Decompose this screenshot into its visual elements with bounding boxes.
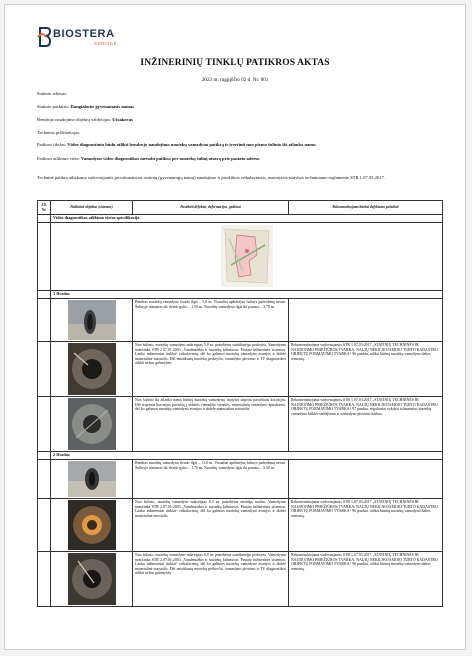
- row-defects: Nuo šulinio, nuotekų vamzdyno nukreiptas 6,0 m. pastebėtas sutrūkinėjęs perkrytis. Vamzdynas neatitinka STR 2.07.01:2003 „Vandentiekis ir nuotekų šalintuvas. Pastato inžinerinės sistemos. Lauko inžineriniai tinklai“ reikalavimų, dėl ko galimos nuotekų vamzdyno avarijos ir didelė materialinė nuostolis. Dėl nutrūkusių nuotekų perkryčio, vamzdyno plovimo ir TV diagnostikos atlikti nebus galimybės.: [133, 552, 289, 607]
- col-header-objects: Patikrinti objektai (sistemos): [51, 201, 133, 215]
- inspection-photo-4: [68, 461, 116, 497]
- section-1-title: 1 Ilvadas: [51, 291, 443, 299]
- inspection-photo-3: [68, 398, 116, 450]
- logo-subtitle: SERVICE: [94, 41, 118, 46]
- goal-label: Patikros tikslas:: [37, 142, 67, 147]
- manager-value: Užsakovas: [112, 117, 133, 122]
- row-defects: Bendras nuotekų vamzdyno ilvado ilgis – 5,0 m. Vizualiai apžiūrėjus šulinys pažeidimų neturi. Šulinyje atstumas iki ilvado gylio – 1,50 m. Nuotekų vamzdyno ilgis iki pastato – 3,70 m.: [133, 299, 289, 342]
- row-recommendation: [289, 460, 443, 499]
- inspection-photo-5: [68, 500, 116, 550]
- row-recommendation: Rekomenduojama vadovaujantis STR 1.07.03:2017 „STATINIŲ TECHNINĖS IR NAUDOJIMO PRIEŽIŪROS TVARKA. NAUJŲ NEKILNOJAMOJO TURTO KADASTRO OBJEKTŲ FORMAVIMO TVARKA“ 96 punktu, atlikti būtinų nuotekų vamzdyno dalies remontą.: [289, 552, 443, 607]
- goal-value: Video diagnostiniu būdu atlikti bendrojo naudojimo nuotekų vamzdyno patikrą ir įvertinti nuo pirmo šulinio iki atlanko namo.: [67, 142, 317, 147]
- meta-address: [37, 91, 437, 97]
- method-label: Patikros atlikimo vieta:: [37, 156, 80, 161]
- table-row: [38, 299, 443, 342]
- purpose-label: Statinio paskirtis:: [37, 104, 70, 109]
- col-header-recommendations: Rekomenduojami darbai defektams pašalinti: [289, 201, 443, 215]
- meta-method: [37, 156, 437, 162]
- document-page: [4, 4, 466, 650]
- site-plan-row: [38, 223, 443, 291]
- row-defects: Bendras nuotekų vamzdyno ilvado ilgis – 13,0 m. Vizualiai apžiūrėjus šulinys pažeidimų neturi. Šulinyje atstumas iki ilvado gylio – 1,70 m. Nuotekų vamzdyno ilgis iki pastato – 5,50 m.: [133, 460, 289, 499]
- meta-representative: [37, 130, 437, 136]
- address-label: Statinio adresas:: [37, 91, 68, 96]
- biostera-logo-icon: [37, 27, 51, 47]
- row-recommendation: Rekomenduojama vadovaujantis STR 1.07.03:2017 „STATINIŲ TECHNINĖS IR NAUDOJIMO PRIEŽIŪROS TVARKA. NAUJŲ NEKILNOJAMOJO TURTO KADASTRO OBJEKTŲ FORMAVIMO TVARKA“ 97 punktu, reguliariai vykdyti tolimesnius nuotekų vamzdyno būklės stebėjimus ir vamzdyno plovimo darbus.: [289, 397, 443, 452]
- inspection-photo-2: [68, 343, 116, 395]
- table-row: [38, 499, 443, 552]
- inspection-photo-6: [68, 553, 116, 605]
- col-header-defects: Pastebėti defektai, deformacijos, gedimai: [133, 201, 289, 215]
- meta-purpose: [37, 104, 437, 110]
- row-defects: Nuo šulinio, nuotekų vamzdyno nukreiptas 5,0 m. pastebėtas sutrūkinėjęs perkrytis. Vamzdynas neatitinka STR 2.07.01:2003 „Vandentiekis ir nuotekų šalintuvas. Pastato inžinerinės sistemos. Lauko inžineriniai tinklai“ reikalavimų, dėl ko galimos nuotekų vamzdyno avarijos ir didelė materialinė nuostolis. Dėl nutrūkusių nuotekų perkryčio, vamzdyno plovimo ir TV diagnostikos atlikti nebus galimybės.: [133, 342, 289, 397]
- basis-text: Techninė patikra atliekama vadovaujantis privalomaisiais statinių (gyvenamųjų namų) naudojimo ir priežiūros reikalavimais, nustatytais statybos techniniame reglamente STR 1.07.03:2017.: [37, 175, 386, 180]
- document-date-number: 2023 m. rugpjūčio 02 d. Nr. 001: [201, 77, 269, 83]
- inspection-photo-1: [68, 300, 116, 340]
- table-header-row: [38, 201, 443, 215]
- row-defects: Nuo šulinio iki atlanko namo būtinų nuotekų vamzdynų, matytos stiprios paviršiaus korozijos. Dėl stipriaus korozijos paviršių į vidinės vamzdžio sienelės, mineralinių vamzdyno apnašomis, dėl ko galimos nuotekų vamzdyno avarijos ir didelė materialinė nuostolis.: [133, 397, 289, 452]
- logo-name: BIOSTERA: [53, 28, 115, 40]
- col-header-no: Eil. Nr.: [38, 201, 51, 215]
- section-2-row: [38, 452, 443, 460]
- row-recommendation: Rekomenduojama vadovaujantis STR 1.07.03:2017 „STATINIŲ TECHNINĖS IR NAUDOJIMO PRIEŽIŪROS TVARKA. NAUJŲ NEKILNOJAMOJO TURTO KADASTRO OBJEKTŲ FORMAVIMO TVARKA“ 96 punktu, atlikti būtinų nuotekų vamzdyno dalies remontą.: [289, 499, 443, 552]
- row-recommendation: Rekomenduojama vadovaujantis STR 1.07.03:2017 „STATINIŲ TECHNINĖS IR NAUDOJIMO PRIEŽIŪROS TVARKA. NAUJŲ NEKILNOJAMOJO TURTO KADASTRO OBJEKTŲ FORMAVIMO TVARKA“ 96 punktu, atlikti būtinų nuotekų vamzdyno dalies remontą.: [289, 342, 443, 397]
- row-recommendation: [289, 299, 443, 342]
- meta-basis: [37, 175, 437, 181]
- meta-manager: [37, 117, 437, 123]
- section-1-row: [38, 291, 443, 299]
- meta-goal: [37, 142, 437, 148]
- representative-label: Techninis prižiūrėtojas:: [37, 130, 81, 135]
- method-value: Vamzdyno video diagnostikos metodu patikra per nuotekų šulinį atsarą prie pastato adreso: [81, 156, 260, 161]
- table-row: [38, 397, 443, 452]
- manager-label: Bendrojo naudojimo objektų valdytojas:: [37, 117, 112, 122]
- section-2-title: 2 Ilvadas: [51, 452, 443, 460]
- spec-section-title: Video diagnostikos atlikimo vietos specifikacija: [51, 215, 443, 223]
- document-title: INŽINERINIŲ TINKLŲ PATIKROS AKTAS: [140, 58, 330, 68]
- row-defects: Nuo šulinio, nuotekų vamzdyno nukreiptas 0,5 m. pastebėtas nusėdęs ruožas. Vamzdynas neatitinka STR 2.07.01:2003 „Vandentiekis ir nuotekų šalintuvas. Pastato inžinerinės sistemos. Lauko inžineriniai tinklai“ reikalavimų, dėl ko galimos nuotekų vamzdyno avarijos ir didelė materialinė nuostolis.: [133, 499, 289, 552]
- inspection-table: [37, 200, 443, 607]
- company-logo: [37, 27, 127, 49]
- table-row: [38, 552, 443, 607]
- table-row: [38, 460, 443, 499]
- site-plan-image: [221, 225, 273, 287]
- table-row: [38, 342, 443, 397]
- spec-section-row: [38, 215, 443, 223]
- purpose-value: Daugiabutis gyvenamasis namas: [70, 104, 135, 109]
